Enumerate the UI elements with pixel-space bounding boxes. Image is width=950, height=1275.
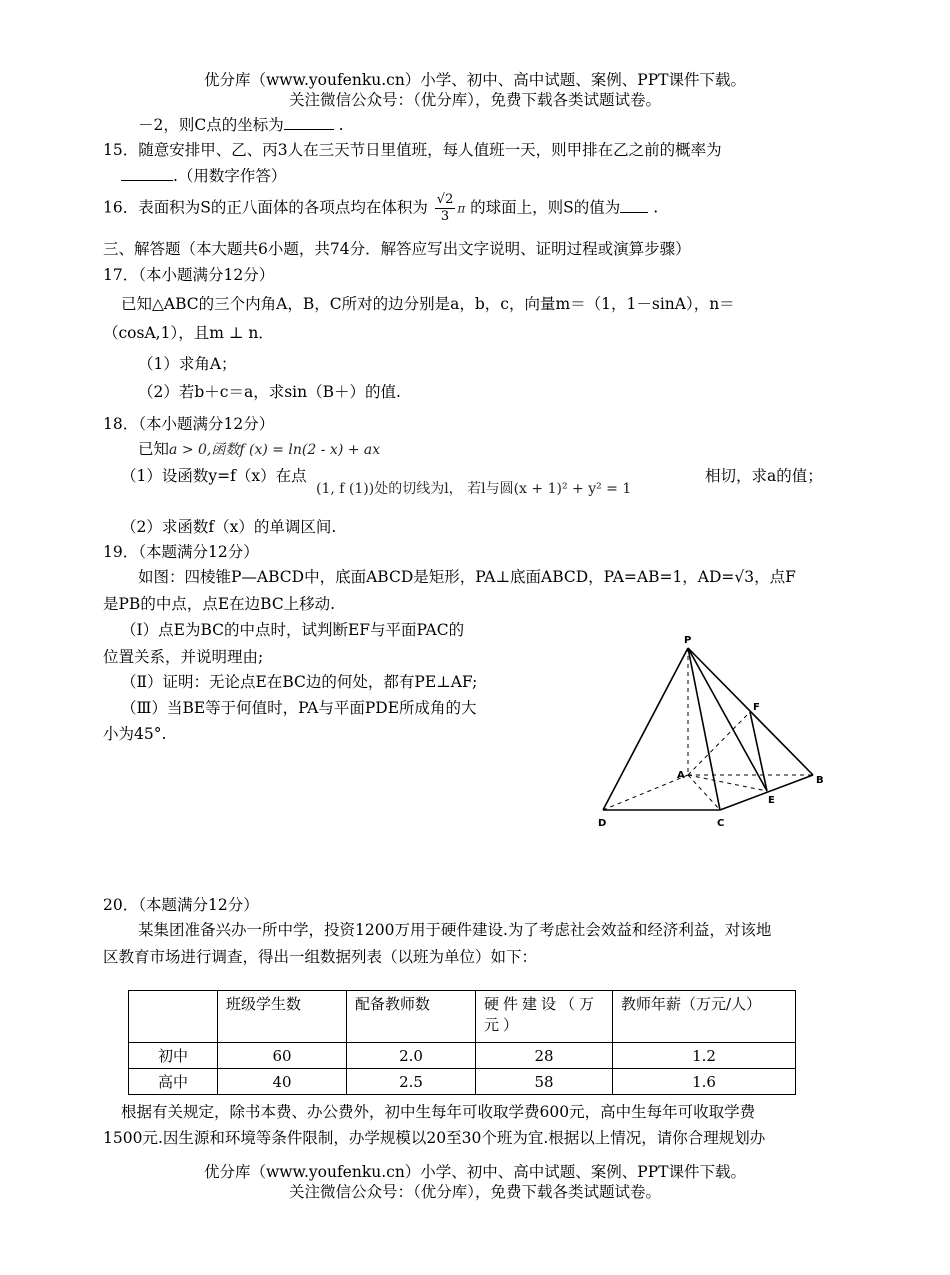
table-row bbox=[129, 1043, 796, 1069]
q19-title: 19．（本题满分12分） bbox=[103, 543, 259, 561]
q18-part1-math bbox=[316, 478, 631, 498]
table-cell: 1.6 bbox=[613, 1069, 796, 1095]
q19-item1: （Ⅰ）点E为BC的中点时，试判断EF与平面PAC的 bbox=[121, 621, 465, 639]
q18-part2: （2）求函数f（x）的单调区间. bbox=[121, 518, 337, 536]
edge-CB bbox=[720, 775, 813, 810]
q19-line1: 如图：四棱锥P—ABCD中，底面ABCD是矩形，PA⊥底面ABCD，PA=AB=1，AD=√3，点F bbox=[138, 568, 796, 586]
edge-PC bbox=[688, 648, 720, 810]
q20-after1: 根据有关规定，除书本费、办公费外，初中生每年可收取学费600元，高中生每年可收取学费 bbox=[121, 1103, 756, 1121]
label-A: A bbox=[677, 770, 685, 781]
q18-part1-b: 相切，求a的值； bbox=[705, 467, 823, 485]
q14-text: －2，则C点的坐标为 bbox=[138, 116, 284, 134]
table-cell: 28 bbox=[476, 1043, 613, 1069]
table-header-cell bbox=[129, 991, 218, 1043]
q14-tail bbox=[138, 113, 344, 135]
label-C: C bbox=[717, 818, 725, 829]
q19-line2: 是PB的中点，点E在边BC上移动. bbox=[103, 595, 336, 613]
footer-line-1: 优分库（www.youfenku.cn）小学、初中、高中试题、案例、PPT课件下载。 bbox=[203, 1163, 747, 1181]
table-header-cell: 教师年薪（万元/人） bbox=[613, 991, 796, 1043]
pi-symbol: π bbox=[457, 201, 466, 216]
edge-AD bbox=[603, 775, 688, 810]
q18-given-math: a > 0,函数f (x) = ln(2 - x) + ax bbox=[169, 442, 381, 458]
table-header-row bbox=[129, 991, 796, 1043]
label-D: D bbox=[598, 818, 607, 829]
q14-end: . bbox=[338, 116, 344, 134]
q18-given-prefix: 已知 bbox=[138, 440, 170, 458]
table-cell: 58 bbox=[476, 1069, 613, 1095]
table-header-cell: 班级学生数 bbox=[218, 991, 347, 1043]
q19-item3: （Ⅲ）当BE等于何值时，PA与平面PDE所成角的大 bbox=[121, 699, 477, 717]
fraction bbox=[435, 192, 456, 225]
q19-item3b: 小为45°. bbox=[103, 725, 167, 743]
table-cell: 2.5 bbox=[347, 1069, 476, 1095]
q20-line1: 某集团准备兴办一所中学，投资1200万用于硬件建设.为了考虑社会效益和经济利益，对该地 bbox=[138, 921, 772, 939]
edge-PD bbox=[603, 648, 688, 810]
q16 bbox=[103, 192, 658, 225]
edge-FE bbox=[750, 712, 767, 791]
q16-end: . bbox=[653, 198, 659, 217]
answer-blank[interactable] bbox=[620, 198, 648, 213]
pyramid-figure bbox=[595, 632, 835, 832]
q15-line2 bbox=[121, 164, 286, 186]
q19-item2: （Ⅱ）证明：无论点E在BC边的何处，都有PE⊥AF; bbox=[121, 673, 478, 691]
q16-suffix: 的球面上，则S的值为 bbox=[470, 198, 621, 217]
table-row bbox=[129, 1069, 796, 1095]
table-cell: 40 bbox=[218, 1069, 347, 1095]
q17-part1: （1）求角A； bbox=[138, 355, 237, 373]
table-header-cell: 配备教师数 bbox=[347, 991, 476, 1043]
footer-line-2: 关注微信公众号：（优分库），免费下载各类试题试卷。 bbox=[288, 1183, 661, 1201]
table-cell: 初中 bbox=[129, 1043, 218, 1069]
q18-given bbox=[138, 437, 380, 459]
q20-title: 20．（本题满分12分） bbox=[103, 896, 259, 914]
data-table bbox=[128, 990, 796, 1095]
q15-hint: .（用数字作答） bbox=[173, 167, 287, 185]
q15-text: 15．随意安排甲、乙、丙3人在三天节日里值班，每人值班一天，则甲排在乙之前的概率为 bbox=[103, 141, 722, 159]
table-cell: 60 bbox=[218, 1043, 347, 1069]
fraction-denominator: 3 bbox=[440, 209, 450, 224]
table-header-cell: 硬件建设（万元） bbox=[476, 991, 613, 1043]
q16-prefix: 16．表面积为S的正八面体的各项点均在体积为 bbox=[103, 198, 428, 217]
header-line-1: 优分库（www.youfenku.cn）小学、初中、高中试题、案例、PPT课件下载。 bbox=[203, 71, 747, 89]
table-cell: 高中 bbox=[129, 1069, 218, 1095]
section-3-heading: 三、解答题（本大题共6小题，共74分．解答应写出文字说明、证明过程或演算步骤） bbox=[103, 240, 691, 258]
q17-title: 17．（本小题满分12分） bbox=[103, 266, 275, 284]
q17-part2: （2）若b＋c＝a，求sin（B＋）的值. bbox=[138, 383, 401, 401]
edge-PE bbox=[688, 648, 767, 791]
q20-line2: 区教育市场进行调查，得出一组数据列表（以班为单位）如下： bbox=[103, 948, 538, 966]
label-B: B bbox=[816, 775, 824, 786]
table-cell: 1.2 bbox=[613, 1043, 796, 1069]
label-F: F bbox=[753, 702, 760, 713]
answer-blank[interactable] bbox=[121, 166, 173, 181]
label-E: E bbox=[768, 795, 775, 806]
q19-item1b: 位置关系，并说明理由; bbox=[103, 648, 264, 666]
q18-title: 18．（本小题满分12分） bbox=[103, 415, 275, 433]
q18-part1-formula: (1, f (1))处的切线为l， 若l与圆(x + 1)² + y² = 1 bbox=[316, 481, 632, 497]
table-cell: 2.0 bbox=[347, 1043, 476, 1069]
q17-line1: 已知△ABC的三个内角A，B，C所对的边分别是a，b，c，向量m＝（1，1－sinA），n＝ bbox=[121, 295, 735, 313]
q17-line2: （cosA,1），且m ⊥ n． bbox=[103, 324, 274, 342]
label-P: P bbox=[684, 635, 692, 646]
q20-after2: 1500元.因生源和环境等条件限制，办学规模以20至30个班为宜.根据以上情况，请你合理规划办 bbox=[103, 1129, 766, 1147]
q18-part1-a: （1）设函数y=f（x）在点 bbox=[121, 467, 307, 485]
answer-blank[interactable] bbox=[284, 115, 334, 130]
header-line-2: 关注微信公众号：（优分库），免费下载各类试题试卷。 bbox=[288, 91, 661, 109]
fraction-numerator: √2 bbox=[436, 192, 454, 207]
